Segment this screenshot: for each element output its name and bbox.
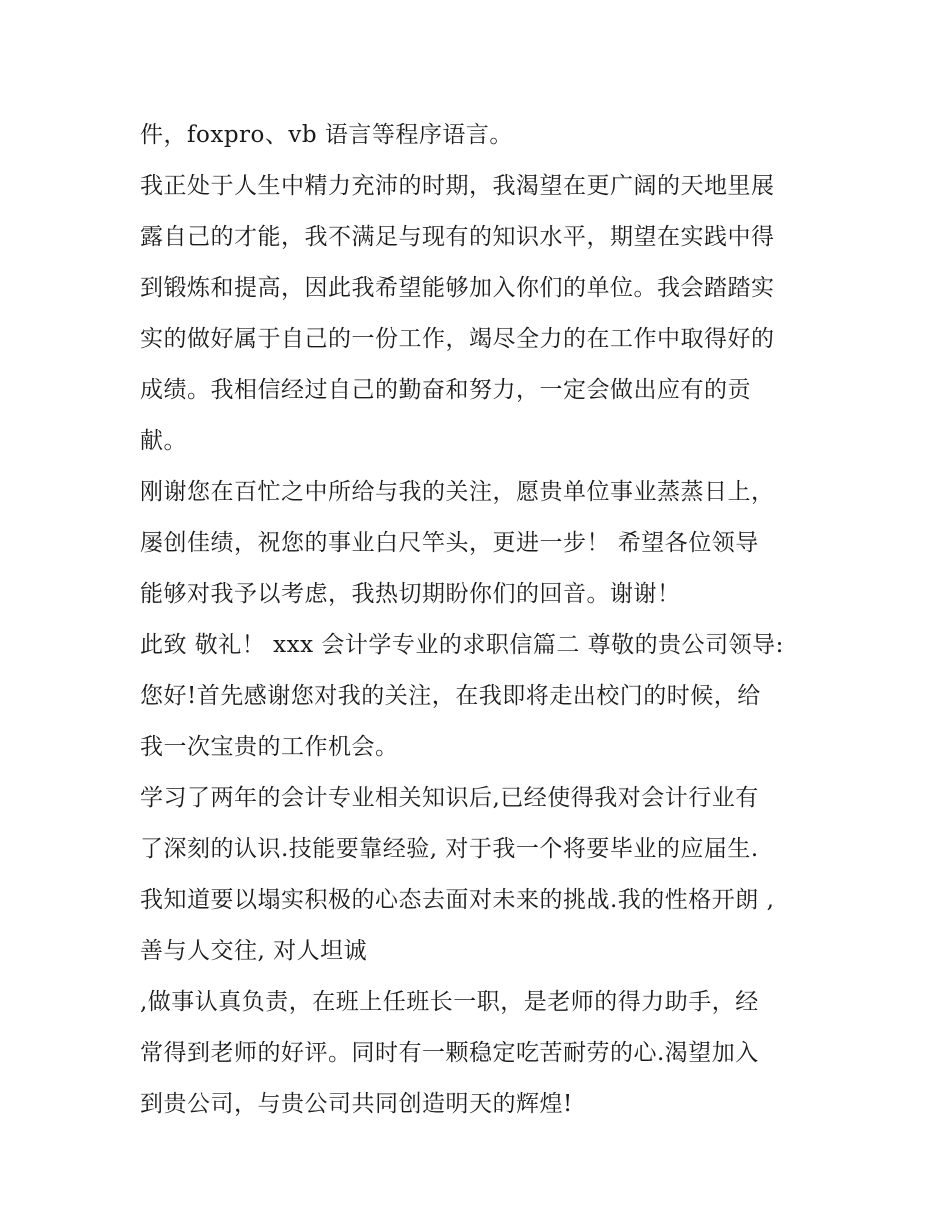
text-line: 到锻炼和提高，因此我希望能够加入你们的单位。我会踏踏实 <box>140 275 775 301</box>
text-line: 件，foxpro、vb 语言等程序语言。 <box>140 122 513 148</box>
text-line: 献。 <box>140 428 187 454</box>
text-line: 屡创佳绩，祝您的事业白尺竿头，更进一步！ 希望各位领导 <box>140 530 759 556</box>
text-line: 了深刻的认识.技能要靠经验, 对于我一个将要毕业的应届生. <box>140 836 759 862</box>
text-line: 善与人交往, 对人坦诚 <box>140 938 368 964</box>
text-line: 此致 敬礼！ xxx 会计学专业的求职信篇二 尊敬的贵公司领导: <box>140 632 784 658</box>
text-line: 常得到老师的好评。同时有一颗稳定吃苦耐劳的心.渴望加入 <box>140 1040 759 1066</box>
text-line: 能够对我予以考虑，我热切期盼你们的回音。谢谢！ <box>140 581 681 607</box>
text-line: 我一次宝贵的工作机会。 <box>140 734 399 760</box>
text-line: 成绩。我相信经过自己的勤奋和努力，一定会做出应有的贡 <box>140 377 751 403</box>
text-line: 露自己的才能，我不满足与现有的知识水平，期望在实践中得 <box>140 224 775 250</box>
text-line: 您好!首先感谢您对我的关注，在我即将走出校门的时候，给 <box>140 683 761 709</box>
text-line: 我正处于人生中精力充沛的时期，我渴望在更广阔的天地里展 <box>140 173 775 199</box>
text-line: 到贵公司，与贵公司共同创造明天的辉煌! <box>140 1091 573 1117</box>
text-line: 学习了两年的会计专业相关知识后,已经使得我对会计行业有 <box>140 785 759 811</box>
text-line: 实的做好属于自己的一份工作，竭尽全力的在工作中取得好的 <box>140 326 775 352</box>
document-body <box>140 110 820 1130</box>
text-line: ,做事认真负责，在班上任班长一职，是老师的得力助手，经 <box>140 989 759 1015</box>
text-line: 刚谢您在百忙之中所给与我的关注，愿贵单位事业蒸蒸日上， <box>140 479 775 505</box>
text-line: 我知道要以塌实积极的心态去面对未来的挑战.我的性格开朗 , <box>140 887 775 913</box>
